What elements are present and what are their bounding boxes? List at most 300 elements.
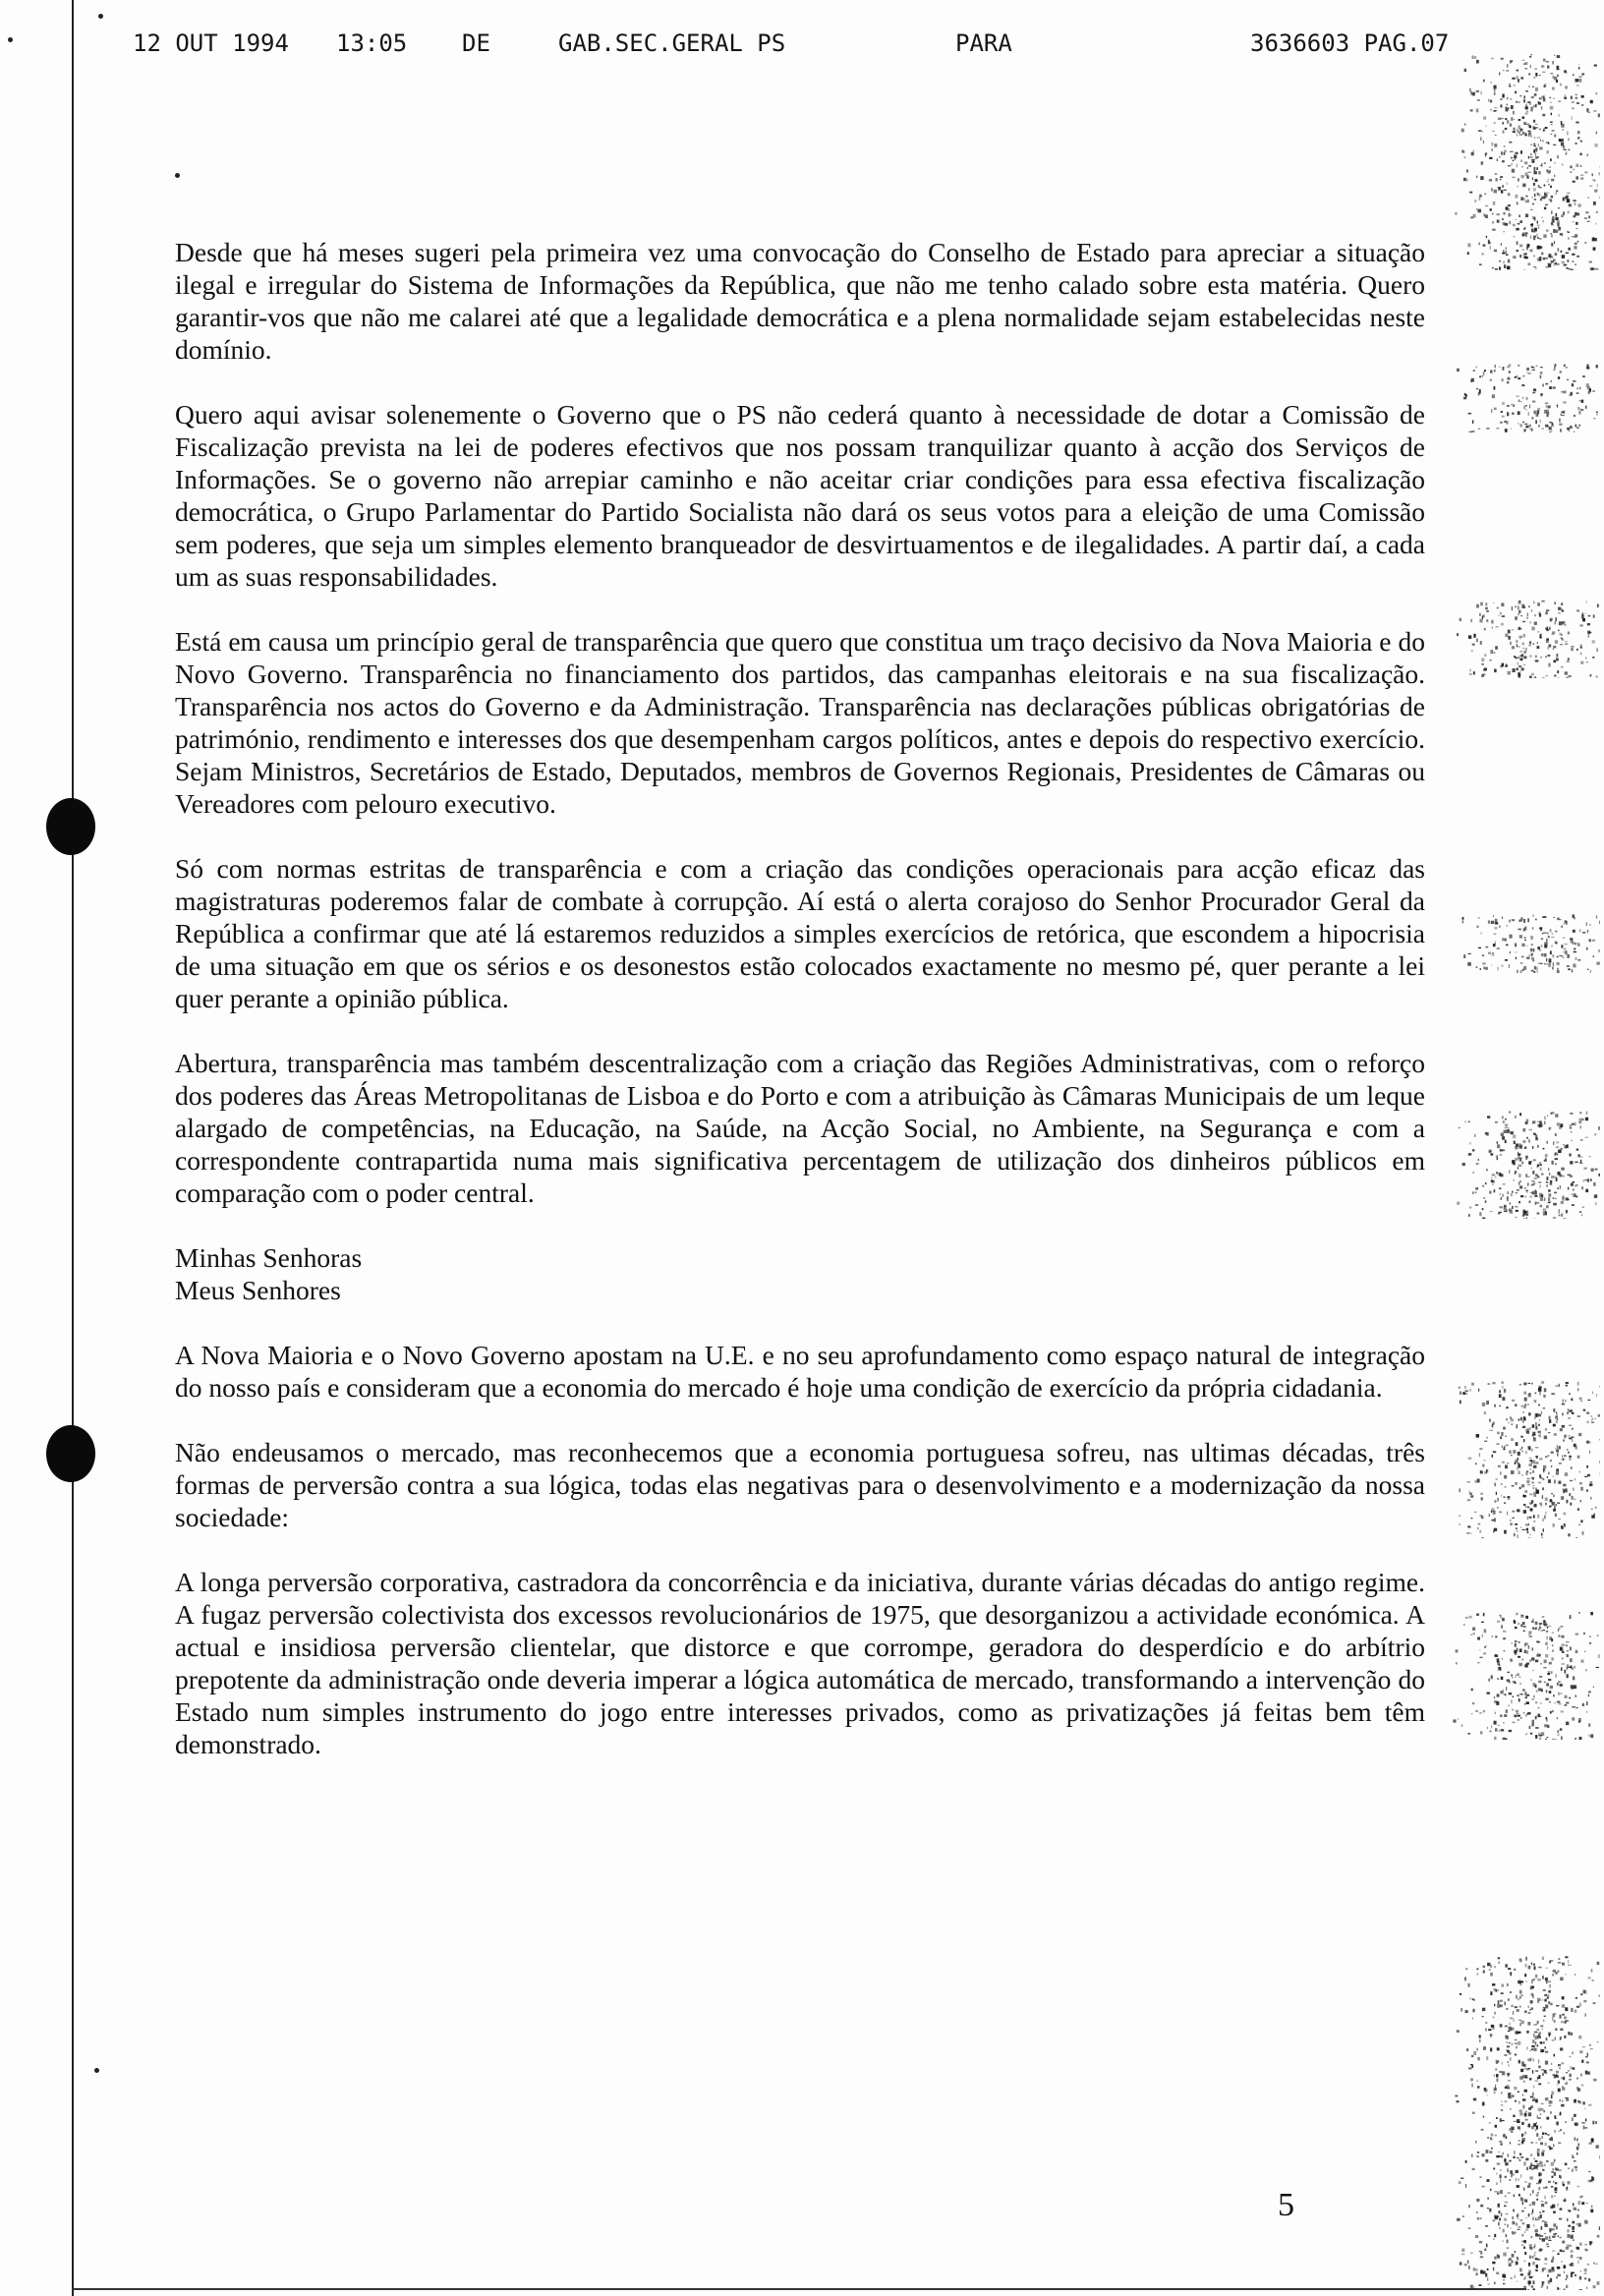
noise-speck: [1475, 2141, 1477, 2144]
noise-speck: [1570, 938, 1573, 940]
noise-speck: [1507, 381, 1509, 383]
noise-speck: [1527, 2125, 1528, 2127]
noise-speck: [1562, 255, 1565, 258]
noise-speck: [1560, 429, 1562, 431]
noise-speck: [1535, 1627, 1537, 1630]
noise-speck: [1519, 1157, 1522, 1158]
noise-speck: [1550, 2111, 1551, 2114]
noise-speck: [1575, 2099, 1576, 2102]
noise-speck: [1516, 2053, 1517, 2056]
noise-speck: [1575, 143, 1576, 144]
noise-speck: [1573, 943, 1575, 946]
noise-speck: [1566, 1210, 1568, 1214]
noise-speck: [1568, 2225, 1571, 2227]
noise-speck: [1538, 2117, 1541, 2119]
noise-speck: [1544, 1395, 1546, 1398]
noise-speck: [1505, 634, 1508, 638]
noise-speck: [1482, 2102, 1485, 2106]
noise-speck: [1554, 367, 1555, 370]
noise-speck: [1485, 152, 1487, 154]
noise-speck: [1512, 2261, 1514, 2264]
noise-speck: [1575, 1997, 1577, 1999]
noise-speck: [1574, 1499, 1576, 1500]
noise-speck: [1551, 2196, 1553, 2199]
noise-speck: [1498, 187, 1501, 188]
noise-speck: [1557, 1419, 1558, 1420]
noise-speck: [1497, 1498, 1499, 1502]
noise-speck: [1530, 2057, 1531, 2061]
noise-speck: [1565, 2199, 1566, 2203]
noise-speck: [1544, 194, 1548, 198]
noise-speck: [1471, 378, 1474, 382]
noise-speck: [1539, 246, 1542, 249]
noise-speck: [1529, 1472, 1531, 1474]
noise-speck: [1533, 915, 1534, 917]
noise-speck: [1511, 215, 1512, 216]
noise-speck: [1546, 1718, 1547, 1722]
noise-speck: [1532, 126, 1535, 128]
noise-speck: [1546, 1181, 1548, 1183]
noise-speck: [1494, 122, 1496, 124]
noise-speck: [1510, 935, 1513, 939]
noise-speck: [1509, 86, 1511, 87]
noise-speck: [1524, 2208, 1526, 2209]
noise-speck: [1531, 2007, 1533, 2009]
noise-speck: [1575, 2123, 1578, 2126]
noise-speck: [1483, 213, 1485, 216]
noise-speck: [1569, 149, 1571, 150]
noise-speck: [1513, 160, 1514, 161]
noise-speck: [1471, 619, 1472, 622]
noise-speck: [1552, 631, 1555, 633]
noise-speck: [1577, 2261, 1578, 2265]
noise-speck: [1557, 69, 1559, 71]
noise-speck: [1549, 2228, 1552, 2231]
noise-speck: [1538, 1182, 1541, 1183]
noise-speck: [1541, 2204, 1544, 2207]
noise-speck: [1575, 222, 1578, 225]
noise-speck: [1544, 410, 1547, 414]
noise-speck: [1538, 2108, 1541, 2112]
noise-speck: [1507, 1198, 1509, 1202]
noise-speck: [1559, 419, 1560, 423]
noise-speck: [1536, 1641, 1539, 1643]
noise-speck: [1594, 1133, 1596, 1135]
noise-speck: [1572, 2169, 1574, 2172]
noise-speck: [1473, 150, 1475, 153]
noise-speck: [1540, 2108, 1543, 2111]
noise-speck: [1518, 2032, 1520, 2034]
noise-speck: [1535, 919, 1537, 921]
noise-speck: [1568, 232, 1570, 234]
noise-speck: [1551, 224, 1554, 226]
noise-speck: [1551, 211, 1553, 214]
noise-speck: [1542, 2150, 1545, 2152]
noise-speck: [1550, 233, 1552, 234]
noise-speck: [1462, 920, 1464, 923]
noise-speck: [1529, 156, 1533, 158]
noise-speck: [1486, 1470, 1487, 1472]
noise-speck: [1535, 152, 1536, 156]
noise-speck: [1473, 2267, 1475, 2270]
noise-speck: [1544, 1724, 1548, 1727]
noise-speck: [1539, 635, 1541, 639]
noise-speck: [1492, 627, 1493, 629]
noise-speck: [1525, 1523, 1528, 1525]
noise-speck: [1545, 628, 1546, 630]
noise-speck: [1572, 940, 1573, 944]
noise-speck: [1587, 969, 1589, 970]
noise-speck: [1515, 1643, 1517, 1647]
noise-speck: [1527, 2272, 1530, 2275]
noise-speck: [1526, 1470, 1528, 1471]
noise-speck: [1559, 1446, 1561, 1450]
noise-speck: [1540, 2161, 1542, 2164]
noise-speck: [1501, 1483, 1503, 1484]
noise-speck: [1552, 933, 1554, 935]
noise-speck: [1508, 1705, 1510, 1707]
noise-speck: [1500, 665, 1502, 668]
noise-speck: [1593, 110, 1596, 112]
noise-speck: [1539, 1737, 1541, 1740]
noise-speck: [1575, 1162, 1577, 1164]
noise-speck: [1504, 1205, 1507, 1207]
noise-speck: [1524, 1404, 1526, 1406]
noise-speck: [1534, 199, 1536, 200]
noise-speck: [1490, 2035, 1491, 2037]
noise-speck: [1533, 183, 1535, 186]
noise-speck: [1527, 2185, 1530, 2188]
noise-speck: [1505, 665, 1508, 666]
noise-speck: [1535, 1504, 1537, 1505]
noise-speck: [1532, 1191, 1534, 1194]
noise-speck: [1546, 1177, 1548, 1178]
noise-speck: [1516, 1710, 1518, 1712]
noise-speck: [1537, 156, 1539, 157]
noise-speck: [1497, 2193, 1498, 2195]
noise-speck: [1575, 79, 1577, 83]
noise-speck: [1542, 2136, 1543, 2139]
noise-speck: [1504, 2276, 1507, 2278]
noise-speck: [1540, 1198, 1543, 1201]
noise-speck: [1505, 1465, 1508, 1469]
noise-speck: [1591, 1415, 1592, 1417]
noise-speck: [1561, 1496, 1564, 1500]
noise-speck: [1520, 1436, 1523, 1438]
noise-speck: [1521, 2198, 1523, 2202]
noise-speck: [1483, 1613, 1485, 1616]
noise-speck: [1598, 949, 1600, 952]
noise-speck: [1549, 2139, 1551, 2140]
noise-speck: [1580, 647, 1582, 649]
noise-speck: [1496, 1172, 1498, 1175]
noise-speck: [1506, 2234, 1508, 2237]
noise-speck: [1496, 2117, 1498, 2119]
noise-speck: [1531, 1161, 1532, 1162]
noise-speck: [1543, 1624, 1545, 1625]
noise-speck: [1525, 1734, 1527, 1735]
noise-speck: [1541, 1194, 1543, 1197]
noise-speck: [1523, 2278, 1525, 2279]
noise-speck: [1597, 414, 1598, 416]
noise-speck: [1503, 70, 1505, 71]
noise-speck: [1527, 124, 1529, 126]
noise-speck: [1533, 1438, 1536, 1442]
noise-speck: [1518, 223, 1520, 225]
noise-speck: [1525, 2119, 1528, 2121]
noise-speck: [1528, 1139, 1529, 1142]
noise-speck: [1557, 155, 1559, 158]
noise-speck: [1592, 2177, 1594, 2181]
noise-speck: [1525, 104, 1526, 107]
noise-speck: [1570, 1666, 1572, 1667]
noise-speck: [1550, 158, 1552, 161]
noise-speck: [1565, 2163, 1568, 2166]
noise-speck: [1537, 1164, 1539, 1167]
noise-speck: [1494, 86, 1497, 89]
noise-speck: [1507, 1983, 1509, 1986]
noise-speck: [1570, 1161, 1573, 1164]
noise-speck: [1566, 1382, 1569, 1384]
noise-speck: [1504, 2206, 1506, 2208]
noise-speck: [1505, 429, 1508, 432]
noise-speck: [1518, 1698, 1520, 1701]
noise-speck: [1468, 1121, 1470, 1123]
noise-speck: [1552, 2176, 1554, 2178]
noise-speck: [1505, 118, 1507, 120]
noise-speck: [1496, 2074, 1499, 2077]
noise-speck: [1499, 267, 1501, 270]
noise-speck: [1468, 413, 1471, 415]
noise-speck: [1502, 1136, 1505, 1138]
noise-speck: [1556, 80, 1558, 83]
noise-speck: [1497, 2004, 1500, 2008]
noise-speck: [1538, 1482, 1541, 1484]
noise-speck: [1552, 1502, 1555, 1506]
noise-speck: [1527, 1177, 1530, 1178]
noise-speck: [1543, 1622, 1546, 1624]
noise-speck: [1502, 185, 1504, 187]
noise-speck: [1464, 124, 1466, 126]
noise-speck: [1524, 2011, 1526, 2013]
noise-speck: [1497, 1443, 1500, 1445]
noise-speck: [1480, 603, 1483, 606]
noise-speck: [1590, 1178, 1592, 1181]
noise-speck: [1541, 1411, 1542, 1414]
noise-speck: [1586, 1711, 1587, 1713]
noise-speck: [1461, 129, 1464, 133]
noise-speck: [1593, 2002, 1596, 2004]
noise-speck: [1564, 1455, 1567, 1456]
noise-speck: [1516, 2178, 1517, 2182]
noise-speck: [1576, 2139, 1578, 2142]
noise-speck: [1498, 2061, 1500, 2062]
noise-speck: [1472, 1702, 1475, 1704]
noise-speck: [1544, 2196, 1545, 2200]
noise-speck: [1489, 1151, 1491, 1152]
noise-speck: [1545, 197, 1546, 199]
noise-speck: [1503, 250, 1505, 254]
noise-speck: [1568, 2032, 1570, 2036]
noise-speck: [1475, 1192, 1477, 1194]
noise-speck: [1517, 2185, 1519, 2188]
noise-speck: [1567, 2274, 1569, 2278]
noise-speck: [1595, 1202, 1597, 1205]
noise-speck: [1596, 412, 1598, 413]
noise-speck: [1517, 2262, 1518, 2265]
noise-speck: [1580, 1401, 1582, 1402]
noise-speck: [1471, 1713, 1473, 1714]
noise-speck: [1469, 673, 1472, 675]
noise-speck: [1564, 1513, 1567, 1516]
noise-speck: [1542, 2049, 1545, 2052]
noise-speck: [1581, 409, 1584, 411]
noise-speck: [1531, 609, 1532, 612]
noise-speck: [1584, 172, 1587, 174]
noise-speck: [1542, 2268, 1544, 2272]
noise-speck: [1536, 2265, 1538, 2268]
noise-speck: [1517, 1509, 1519, 1512]
noise-speck: [1567, 2234, 1569, 2238]
noise-speck: [1529, 1393, 1531, 1395]
noise-speck: [1532, 1647, 1534, 1650]
noise-speck: [1553, 2013, 1556, 2017]
noise-speck: [1528, 2282, 1530, 2286]
noise-speck: [1554, 660, 1557, 663]
fax-noise-blotch: [1453, 914, 1600, 973]
noise-speck: [1593, 418, 1596, 419]
noise-speck: [1562, 129, 1564, 130]
noise-speck: [1504, 1486, 1506, 1487]
noise-speck: [1511, 2127, 1513, 2131]
noise-speck: [1547, 647, 1548, 650]
noise-speck: [1491, 2134, 1493, 2137]
noise-speck: [1556, 193, 1557, 195]
noise-speck: [1518, 1656, 1520, 1658]
noise-speck: [1479, 2035, 1481, 2038]
noise-speck: [1554, 264, 1557, 266]
noise-speck: [1471, 1518, 1473, 1519]
noise-speck: [1577, 213, 1580, 216]
noise-speck: [1518, 2060, 1520, 2064]
noise-speck: [1522, 621, 1525, 623]
noise-speck: [1480, 968, 1482, 970]
noise-speck: [1566, 2285, 1568, 2288]
noise-speck: [1557, 2075, 1559, 2078]
noise-speck: [1533, 128, 1536, 129]
noise-speck: [1558, 1730, 1559, 1732]
noise-speck: [1549, 1636, 1552, 1640]
noise-speck: [1488, 2029, 1491, 2031]
noise-speck: [1547, 1673, 1550, 1675]
noise-speck: [1491, 1991, 1493, 1994]
noise-speck: [1555, 640, 1558, 644]
noise-speck: [1534, 194, 1535, 197]
noise-speck: [1545, 1643, 1546, 1645]
noise-speck: [1502, 1983, 1503, 1986]
noise-speck: [1497, 1661, 1500, 1665]
noise-speck: [1522, 2098, 1525, 2100]
noise-speck: [1496, 1478, 1498, 1480]
noise-speck: [1552, 2168, 1554, 2170]
noise-speck: [1509, 142, 1512, 144]
noise-speck: [1511, 1455, 1513, 1456]
noise-speck: [1535, 87, 1538, 91]
noise-speck: [1583, 1168, 1585, 1170]
noise-speck: [1517, 201, 1518, 204]
noise-speck: [1473, 2009, 1475, 2013]
noise-speck: [1589, 2180, 1593, 2182]
noise-speck: [1480, 2253, 1482, 2255]
noise-speck: [1506, 255, 1508, 257]
noise-speck: [1476, 2199, 1479, 2202]
noise-speck: [1496, 1989, 1499, 1991]
noise-speck: [1529, 1201, 1530, 1203]
noise-speck: [1557, 75, 1558, 77]
noise-speck: [1575, 97, 1577, 99]
noise-speck: [1482, 962, 1485, 964]
noise-speck: [1534, 2252, 1536, 2253]
noise-speck: [1519, 1996, 1520, 1999]
noise-speck: [1504, 1475, 1507, 1479]
noise-speck: [1555, 2187, 1558, 2190]
noise-speck: [1516, 1530, 1518, 1531]
noise-speck: [1583, 2126, 1585, 2130]
noise-speck: [1467, 1525, 1470, 1527]
noise-speck: [1538, 2172, 1540, 2176]
noise-speck: [1531, 1657, 1534, 1660]
noise-speck: [1551, 2171, 1553, 2173]
noise-speck: [1538, 1431, 1540, 1433]
noise-speck: [1512, 1677, 1513, 1678]
noise-speck: [1555, 1385, 1558, 1387]
noise-speck: [1494, 927, 1497, 929]
noise-speck: [1492, 1983, 1495, 1985]
noise-speck: [1483, 116, 1486, 119]
noise-speck: [1552, 967, 1554, 970]
noise-speck: [1495, 646, 1498, 650]
noise-speck: [1489, 1430, 1492, 1431]
noise-speck: [1579, 387, 1581, 390]
noise-speck: [1531, 2142, 1534, 2144]
noise-speck: [1508, 193, 1511, 196]
noise-speck: [1512, 2216, 1514, 2219]
noise-speck: [1574, 169, 1575, 171]
noise-speck: [1540, 372, 1542, 373]
noise-speck: [1513, 2232, 1515, 2235]
noise-speck: [1572, 1409, 1573, 1412]
noise-speck: [1554, 162, 1555, 164]
noise-speck: [1550, 186, 1552, 189]
noise-speck: [1540, 2249, 1543, 2250]
noise-speck: [1536, 2195, 1539, 2197]
noise-speck: [1556, 405, 1558, 406]
noise-speck: [1496, 626, 1499, 628]
noise-speck: [1573, 2203, 1575, 2206]
noise-speck: [1494, 1519, 1496, 1522]
noise-speck: [1540, 1631, 1543, 1632]
noise-speck: [1513, 2221, 1514, 2225]
noise-speck: [1534, 2246, 1535, 2248]
noise-speck: [1542, 1495, 1543, 1499]
noise-speck: [1533, 368, 1535, 369]
noise-speck: [1502, 2071, 1505, 2075]
noise-speck: [1489, 179, 1492, 181]
noise-speck: [1555, 1416, 1558, 1419]
noise-speck: [1486, 236, 1487, 238]
noise-speck: [1548, 263, 1551, 267]
noise-speck: [1518, 411, 1520, 415]
